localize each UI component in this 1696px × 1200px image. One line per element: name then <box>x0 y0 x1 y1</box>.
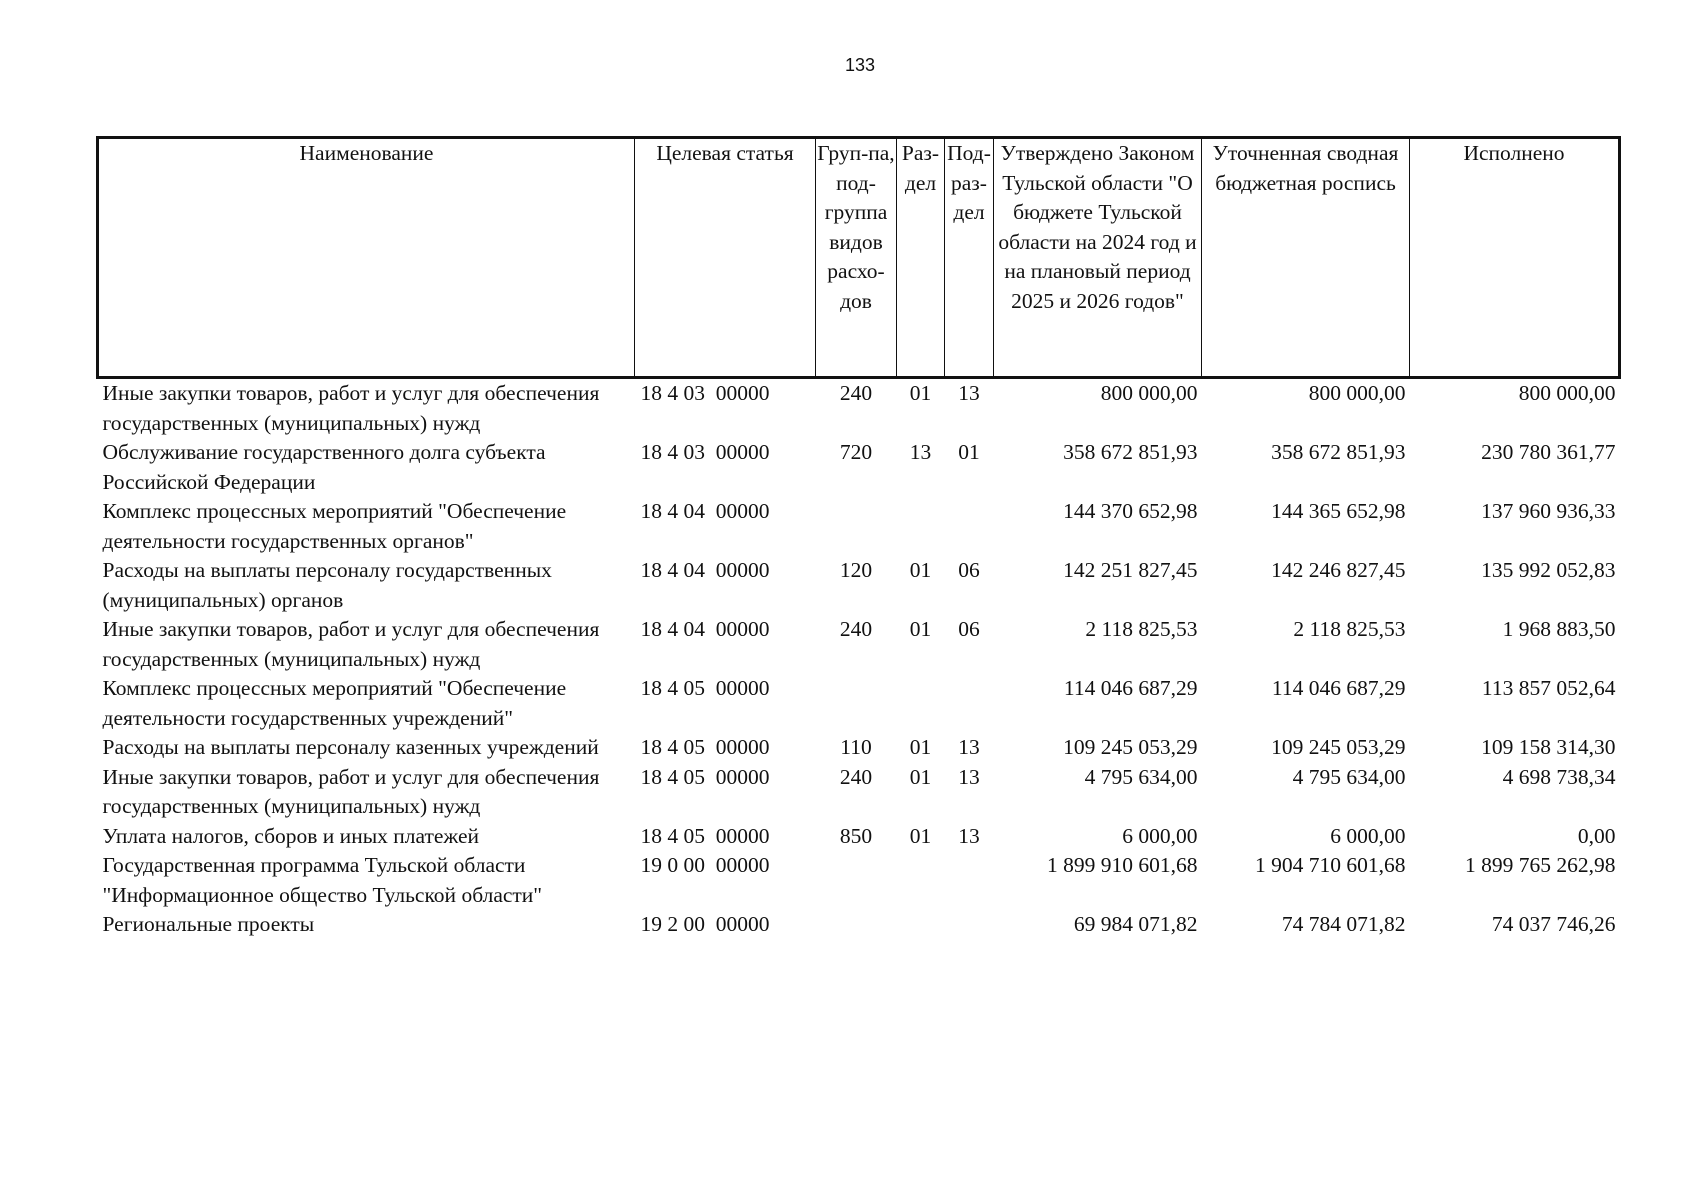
row-target-article: 18 4 05 00000 <box>640 764 770 789</box>
row-subsection: 01 <box>958 440 980 464</box>
row-specified-amount: 142 246 827,45 <box>1271 558 1406 582</box>
row-section: 01 <box>909 764 932 789</box>
row-subsection <box>945 497 994 556</box>
row-name: Расходы на выплаты персоналу казенных учреждений <box>102 735 599 759</box>
row-name: Комплекс процессных мероприятий "Обеспечение деятельности государственных учреждений" <box>102 676 567 730</box>
header-specified: Уточненная сводная бюджетная роспись <box>1202 138 1410 378</box>
table-row <box>98 733 1620 763</box>
row-expense-group: 720 <box>839 440 873 464</box>
table-body <box>98 378 1620 940</box>
row-subsection: 13 <box>958 735 980 759</box>
row-target-article: 18 4 04 00000 <box>640 558 770 582</box>
row-specified-amount: 74 784 071,82 <box>1281 912 1406 936</box>
row-specified-amount: 114 046 687,29 <box>1271 676 1406 700</box>
row-target-article: 18 4 05 00000 <box>640 676 770 700</box>
row-approved-amount: 6 000,00 <box>1122 823 1198 848</box>
header-section: Раз-дел <box>897 138 945 378</box>
row-target-article: 18 4 05 00000 <box>640 823 770 848</box>
table-row <box>98 851 1620 910</box>
row-section <box>897 497 945 556</box>
table-row <box>98 674 1620 733</box>
row-section <box>897 851 945 910</box>
row-subsection <box>945 851 994 910</box>
row-executed-amount: 1 899 765 262,98 <box>1465 853 1616 877</box>
row-section <box>897 674 945 733</box>
table-row <box>98 378 1620 439</box>
row-expense-group <box>816 674 897 733</box>
row-expense-group: 240 <box>839 617 873 641</box>
row-approved-amount: 2 118 825,53 <box>1085 617 1198 641</box>
row-name: Комплекс процессных мероприятий "Обеспечение деятельности государственных органов" <box>102 499 567 553</box>
row-executed-amount: 135 992 052,83 <box>1481 558 1616 582</box>
row-expense-group <box>816 497 897 556</box>
row-specified-amount: 1 904 710 601,68 <box>1255 853 1406 877</box>
row-executed-amount: 800 000,00 <box>1518 381 1616 405</box>
row-section: 01 <box>909 558 932 582</box>
row-expense-group: 240 <box>839 764 873 789</box>
budget-table <box>96 136 1621 940</box>
row-target-article: 18 4 04 00000 <box>640 617 770 641</box>
row-target-article: 19 2 00 00000 <box>640 912 770 936</box>
header-executed: Исполнено <box>1410 138 1620 378</box>
row-expense-group <box>816 851 897 910</box>
row-name: Уплата налогов, сборов и иных платежей <box>102 823 480 848</box>
row-executed-amount: 230 780 361,77 <box>1481 440 1616 464</box>
row-section: 01 <box>909 381 932 405</box>
row-specified-amount: 800 000,00 <box>1308 381 1406 405</box>
table-row <box>98 497 1620 556</box>
row-subsection <box>945 674 994 733</box>
row-specified-amount: 109 245 053,29 <box>1271 735 1406 759</box>
row-specified-amount: 6 000,00 <box>1330 823 1406 848</box>
table-row <box>98 763 1620 822</box>
row-section <box>897 910 945 940</box>
row-executed-amount: 113 857 052,64 <box>1481 676 1616 700</box>
row-name: Иные закупки товаров, работ и услуг для обеспечения государственных (муниципальных) нужд <box>102 381 600 435</box>
row-expense-group: 850 <box>839 823 873 848</box>
row-section: 13 <box>909 440 932 464</box>
row-subsection: 13 <box>958 381 980 405</box>
row-name: Обслуживание государственного долга субъекта Российской Федерации <box>102 440 546 494</box>
row-approved-amount: 109 245 053,29 <box>1063 735 1198 759</box>
row-approved-amount: 1 899 910 601,68 <box>1047 853 1198 877</box>
row-specified-amount: 358 672 851,93 <box>1271 440 1406 464</box>
table-row <box>98 615 1620 674</box>
header-approved: Утверждено Законом Тульской области "О бюджете Тульской области на 2024 год и на плановый период 2025 и 2026 годов" <box>994 138 1202 378</box>
row-section: 01 <box>909 823 932 848</box>
row-approved-amount: 114 046 687,29 <box>1063 676 1198 700</box>
row-target-article: 19 0 00 00000 <box>640 853 770 877</box>
row-name: Государственная программа Тульской области "Информационное общество Тульской области" <box>102 853 543 907</box>
row-approved-amount: 144 370 652,98 <box>1063 499 1198 523</box>
row-subsection: 13 <box>958 764 980 789</box>
header-expense-group: Груп-па, под-группа видов расхо-дов <box>816 138 897 378</box>
row-approved-amount: 358 672 851,93 <box>1063 440 1198 464</box>
row-approved-amount: 69 984 071,82 <box>1073 912 1198 936</box>
table-row <box>98 822 1620 852</box>
row-target-article: 18 4 03 00000 <box>640 440 770 464</box>
header-target-article: Целевая статья <box>635 138 816 378</box>
row-expense-group: 110 <box>840 735 872 759</box>
row-name: Региональные проекты <box>102 912 315 936</box>
row-specified-amount: 144 365 652,98 <box>1271 499 1406 523</box>
table-row <box>98 556 1620 615</box>
row-approved-amount: 142 251 827,45 <box>1063 558 1198 582</box>
row-subsection: 06 <box>958 617 980 641</box>
table-row <box>98 910 1620 940</box>
row-section: 01 <box>909 735 932 759</box>
row-executed-amount: 137 960 936,33 <box>1481 499 1616 523</box>
row-subsection: 06 <box>958 558 980 582</box>
row-target-article: 18 4 04 00000 <box>640 499 770 523</box>
row-approved-amount: 4 795 634,00 <box>1084 764 1198 789</box>
row-expense-group: 120 <box>839 558 873 582</box>
header-name: Наименование <box>98 138 635 378</box>
row-name: Иные закупки товаров, работ и услуг для обеспечения государственных (муниципальных) нужд <box>102 764 600 818</box>
row-expense-group: 240 <box>839 381 873 405</box>
row-executed-amount: 1 968 883,50 <box>1502 617 1616 641</box>
row-name: Расходы на выплаты персоналу государственных (муниципальных) органов <box>102 558 552 612</box>
row-approved-amount: 800 000,00 <box>1100 381 1198 405</box>
row-subsection: 13 <box>958 823 980 848</box>
row-executed-amount: 109 158 314,30 <box>1481 735 1616 759</box>
row-executed-amount: 0,00 <box>1577 823 1616 848</box>
page-number: 133 <box>844 55 876 75</box>
row-section: 01 <box>909 617 932 641</box>
row-target-article: 18 4 03 00000 <box>640 381 770 405</box>
row-executed-amount: 4 698 738,34 <box>1502 764 1616 789</box>
row-specified-amount: 4 795 634,00 <box>1292 764 1406 789</box>
row-target-article: 18 4 05 00000 <box>640 735 770 759</box>
row-executed-amount: 74 037 746,26 <box>1491 912 1616 936</box>
row-name: Иные закупки товаров, работ и услуг для обеспечения государственных (муниципальных) нужд <box>102 617 600 671</box>
row-subsection <box>945 910 994 940</box>
row-specified-amount: 2 118 825,53 <box>1293 617 1406 641</box>
table-header <box>98 138 1620 378</box>
row-expense-group <box>816 910 897 940</box>
header-subsection: Под-раз-дел <box>945 138 994 378</box>
table-row <box>98 438 1620 497</box>
